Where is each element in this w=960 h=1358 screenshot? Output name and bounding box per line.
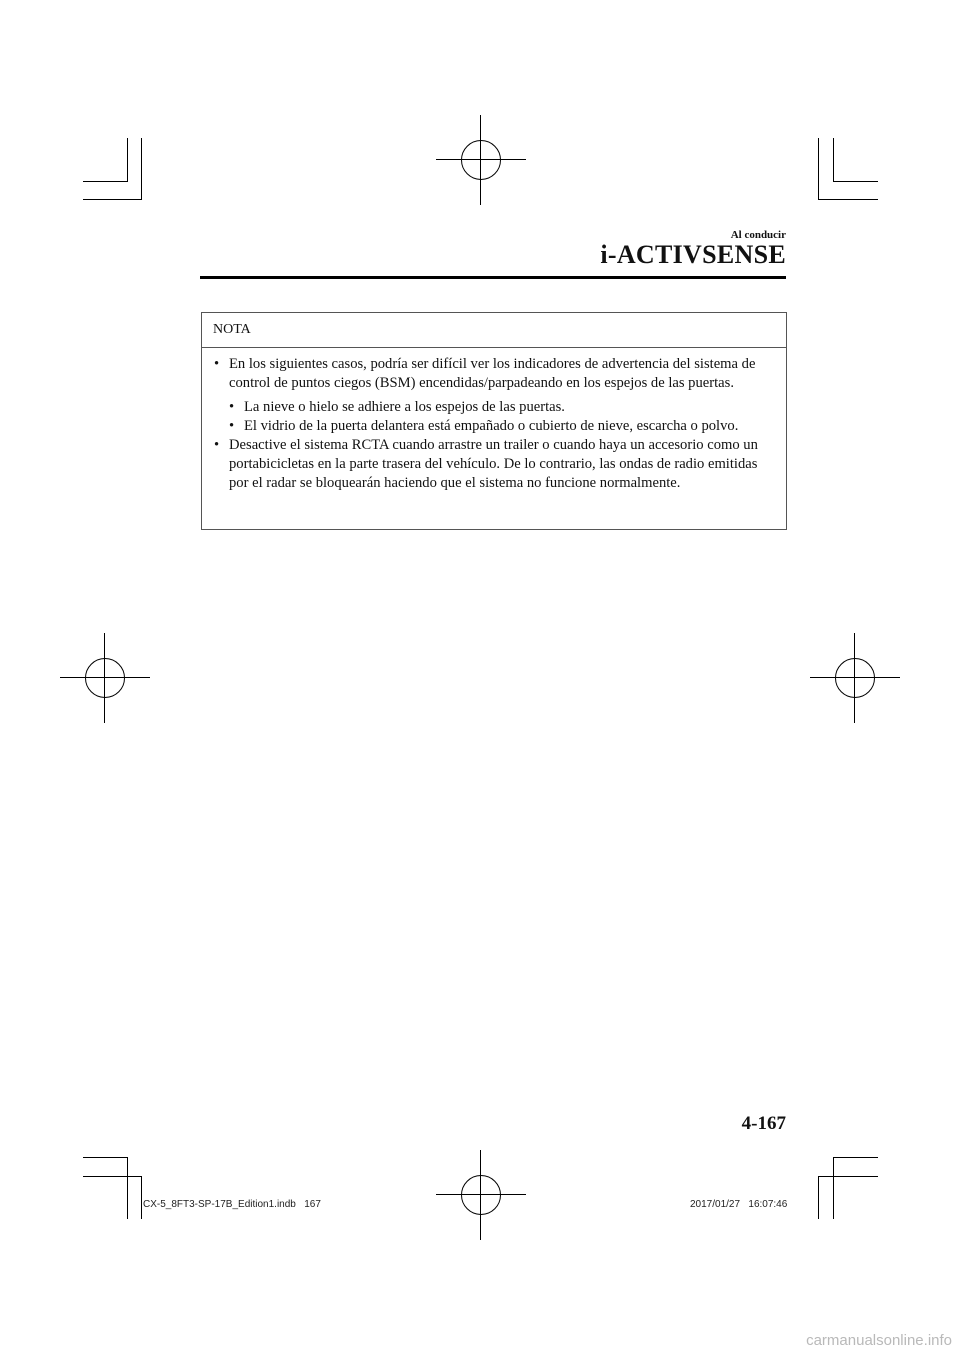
note-bullet-2-text: Desactive el sistema RCTA cuando arrastre un trailer o cuando haya un accesorio como un portabicicletas en la parte trasera del vehículo. De lo contrario, las ondas de radio emitidas por el radar se bloquearán haciendo que el sistema no funcione normalmente. [229, 437, 758, 491]
bullet-glyph: • [229, 418, 235, 434]
footer-file: CX-5_8FT3-SP-17B_Edition1.indb 167 [143, 1199, 321, 1210]
page-title: i-ACTIVSENSE [600, 240, 786, 269]
note-bullet-2 [214, 436, 780, 493]
note-body [202, 348, 786, 493]
note-subbullet-2 [229, 417, 780, 436]
registration-mark-right [810, 633, 900, 723]
header-rule [200, 276, 786, 279]
note-subbullet-2-text: El vidrio de la puerta delantera está empañado o cubierto de nieve, escarcha o polvo. [244, 418, 739, 434]
footer-timestamp: 2017/01/27 16:07:46 [690, 1199, 788, 1210]
note-bullet-1 [214, 355, 780, 393]
note-subbullet-1 [229, 398, 780, 417]
note-subbullet-1-text: La nieve o hielo se adhiere a los espejos de las puertas. [244, 399, 565, 415]
note-box [201, 312, 787, 530]
note-heading: NOTA [202, 313, 786, 348]
bullet-glyph: • [214, 356, 220, 372]
section-label: Al conducir [730, 229, 786, 241]
bullet-glyph: • [214, 437, 220, 453]
bullet-glyph: • [229, 399, 235, 415]
registration-mark-top [436, 115, 526, 205]
note-bullet-1-text: En los siguientes casos, podría ser difícil ver los indicadores de advertencia del sistema de control de puntos ciegos (BSM) encendidas/parpadeando en los espejos de las puertas. [229, 356, 756, 391]
watermark: carmanualsonline.info [806, 1332, 952, 1349]
registration-mark-left [60, 633, 150, 723]
page-number: 4-167 [741, 1113, 786, 1134]
registration-mark-bottom [436, 1150, 526, 1240]
